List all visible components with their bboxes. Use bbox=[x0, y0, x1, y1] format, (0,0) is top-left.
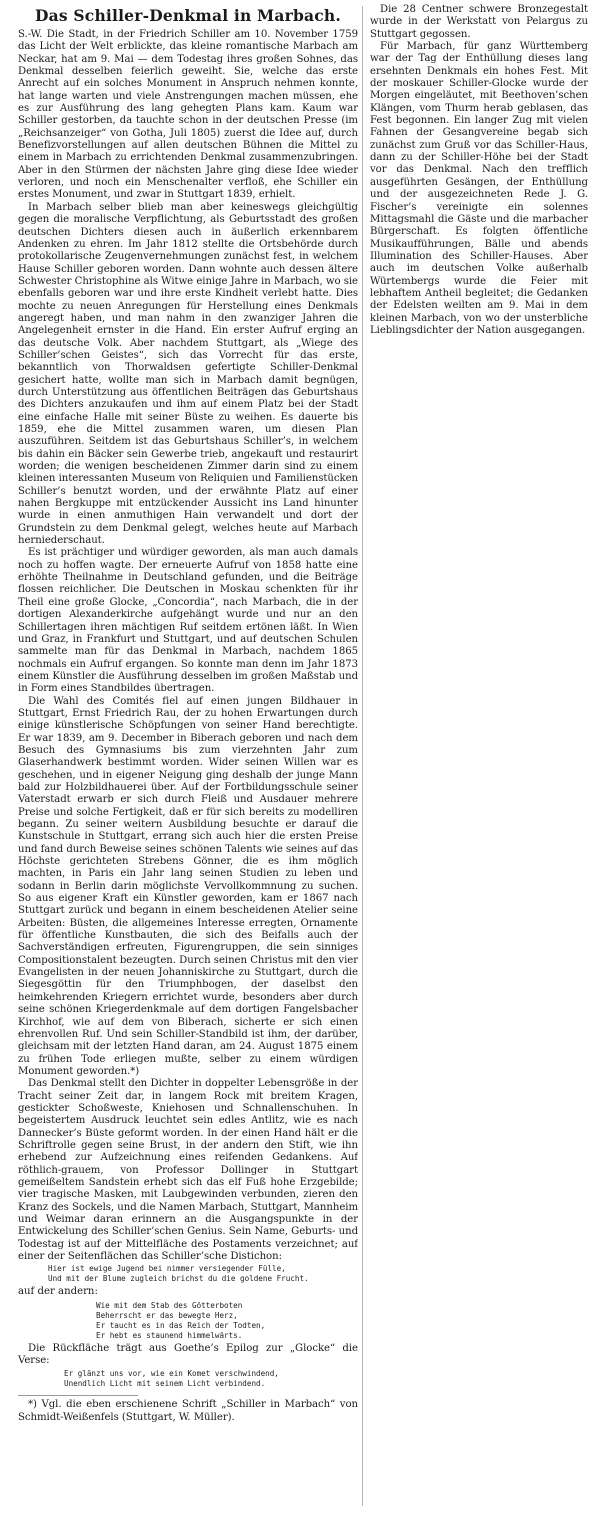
verse-line: Er glänzt uns vor, wie ein Komet verschwindend, bbox=[64, 1369, 279, 1379]
paragraph-marbach: In Marbach selber blieb man aber keineswegs gleichgültig gegen die moralische Verpflichtung, als Geburtsstadt des großen deutschen Dichters diesen auch in äußerlich erkennbarem Andenken zu ehren. Im Jahr 1812 stellte die Ortsbehörde durch protokollarische Zeugenvernehmungen zunächst fest, in welchem Hause Schiller geboren worden. Dann wohnte auch dessen ältere Schwester Christophine als Witwe einige Jahre in Marbach, wo sie ebenfalls geboren war und ihre erste Kindheit verlebt hatte. Dies mochte zu neuen Anregungen für Herstellung eines Denkmals angeregt haben, und man nahm in den zwanziger Jahren die Angelegenheit ernster in die Hand. Ein erster Aufruf erging an das deutsche Volk. Aber nachdem Stuttgart, als „Wiege des Schiller’schen Geistes“, sich das Vorrecht für das erste, bekanntlich von Thorwaldsen gefertigte Schiller-Denkmal gesichert hatte, wollte man sich in Marbach damit begnügen, durch Unterstützung aus öffentlichen Beiträgen das Geburtshaus des Dichters anzukaufen und ihm auf einem Platz bei der Stadt eine einfache Halle mit seiner Büste zu weihen. Es dauerte bis 1859, ehe die Mittel zusammen waren, um diesen Plan auszuführen. Seitdem ist das Geburtshaus Schiller’s, in welchem bis dahin ein Bäcker sein Gewerbe trieb, angekauft und restaurirt worden; die wenigen bescheidenen Zimmer darin sind zu einem kleinen interessanten Museum von Reliquien und Familienstücken Schiller’s benutzt worden, und der erwähnte Platz auf einer nahen Bergkuppe mit entzückender Aussicht ins Land hinunter wurde in einen anmuthigen Hain verwandelt und dort der Grundstein zu dem Denkmal gelegt, welches heute auf Marbach herniederschaut. bbox=[18, 201, 358, 547]
verse-line: Wie mit dem Stab des Götterboten bbox=[96, 1300, 243, 1310]
goethe-verse bbox=[18, 1369, 358, 1389]
verse-line: Beherrscht er das bewegte Herz, bbox=[96, 1310, 238, 1320]
verse-line: Er hebt es staunend himmelwärts. bbox=[96, 1330, 243, 1340]
verse-line: Und mit der Blume zugleich brichst du die goldene Frucht. bbox=[48, 1274, 309, 1284]
left-column bbox=[18, 4, 358, 1522]
right-column bbox=[370, 4, 588, 504]
paragraph-celebration: Für Marbach, für ganz Württemberg war der Tag der Enthüllung dieses lang ersehnten Denkmals ein hohes Fest. Mit der moskauer Schiller-Glocke wurde der Morgen eingeläutet, mit Beethoven’schen Klängen, vom Thurm herab geblasen, das Fest begonnen. Ein langer Zug mit vielen Fahnen der Gesangvereine begab sich zunächst zum Gruß vor das Schiller-Haus, dann zu der Schiller-Höhe bei der Stadt vor das Denkmal. Nach den trefflich ausgeführten Gesängen, der Enthüllung und der ausgezeichneten Rede J. G. Fischer’s vereinigte ein solennes Mittagsmahl die Gäste und die marbacher Bürgerschaft. Es folgten öffentliche Musikaufführungen, Bälle und abends Illumination des Schiller-Hauses. Aber auch im deutschen Volke außerhalb Würtembergs wurde die Feier mit lebhaftem Antheil begleitet; die Gedanken der Edelsten weilten am 9. Mai in dem kleinen Marbach, von wo der unsterbliche Lieblingsdichter der Nation ausgegangen. bbox=[370, 41, 588, 336]
verse-line: Unendlich Licht mit seinem Licht verbindend. bbox=[64, 1379, 266, 1389]
distich-verse bbox=[18, 1264, 358, 1284]
other-side-label: auf der andern: bbox=[18, 1286, 98, 1298]
verse-line: Hier ist ewige Jugend bei nimmer versiegender Fülle, bbox=[48, 1264, 286, 1274]
paragraph-intro: S.-W. Die Stadt, in der Friedrich Schiller am 10. November 1759 das Licht der Welt erblickte, das kleine romantische Marbach am Neckar, hat am 9. Mai — dem Todestag ihres großen Sohnes, das Denkmal desselben feierlich geweiht. Sie, welche das erste Anrecht auf ein solches Monument in Anspruch nehmen konnte, hat lange warten und viele Anstrengungen machen müssen, ehe es zur Ausführung des lang gehegten Plans kam. Kaum war Schiller gestorben, da tauchte schon in der deutschen Presse (im „Reichsanzeiger“ von Gotha, Juli 1805) zuerst die Idee auf, durch Benefizvorstellungen auf allen deutschen Bühnen die Mittel zu einem in Marbach zu errichtenden Denkmal zusammenzubringen. Aber in den Stürmen der nächsten Jahre ging diese Idee wieder verloren, und noch ein Menschenalter verfloß, ehe Schiller ein erstes Monument, und zwar in Stuttgart 1839, erhielt. bbox=[18, 29, 358, 201]
paragraph-monument: Das Denkmal stellt den Dichter in doppelter Lebensgröße in der Tracht seiner Zeit dar, in langem Rock mit breitem Kragen, gestickter Schoßweste, Kniehosen und Schnallenschuhen. In begeistertem Ausdruck leuchtet sein edles Antlitz, wie es nach Dannecker’s Büste geformt worden. In der einen Hand hält er die Schriftrolle gegen seine Brust, in der andern den Stift, wie ihn erhebend zur Aufzeichnung eines reifenden Gedankens. Auf röthlich-grauem, von Professor Dollinger in Stuttgart gemeißeltem Sandstein erhebt sich das elf Fuß hohe Erzgebilde; vier tragische Masken, mit Laubgewinden verbunden, zieren den Kranz des Sockels, und die Namen Marbach, Stuttgart, Mannheim und Weimar daran erinnern an die Ausgangspunkte in der Entwickelung des Schiller’schen Genius. Sein Name, Geburts- und Todestag ist auf der Mittelfläche des Postaments verzeichnet; auf einer der Seitenflächen das Schiller’sche Distichon: bbox=[18, 1078, 358, 1263]
paragraph-funding: Es ist prächtiger und würdiger geworden, als man auch damals noch zu hoffen wagte. Der erneuerte Aufruf von 1858 hatte eine erhöhte Theilnahme in Deutschland gefunden, und die Beiträge flossen reichlicher. Die Deutschen in Moskau schenkten für ihr Theil eine große Glocke, „Concordia“, nach Marbach, die in der dortigen Alexanderkirche aufgehängt wurde und nur an den Schillertagen ihren mächtigen Ruf seitdem ertönen läßt. In Wien und Graz, in Frankfurt und Stuttgart, und auf deutschen Schulen sammelte man für das Denkmal in Marbach, nachdem 1865 nochmals ein Aufruf ergangen. So konnte man denn im Jahr 1873 einem Künstler die Ausführung desselben im großen Maßstab und in Form eines Standbildes übertragen. bbox=[18, 547, 358, 695]
footnote: *) Vgl. die eben erschienene Schrift „Schiller in Marbach“ von Schmidt-Weißenfels (Stuttgart, W. Müller). bbox=[18, 1399, 358, 1423]
other-side-verse bbox=[18, 1301, 358, 1341]
paragraph-back: Die Rückfläche trägt aus Goethe’s Epilog zur „Glocke“ die Verse: bbox=[18, 1342, 358, 1367]
paragraph-bronze: Die 28 Centner schwere Bronzegestalt wurde in der Werkstatt von Pelargus zu Stuttgart gegossen. bbox=[370, 4, 588, 40]
footnote-divider bbox=[18, 1395, 138, 1396]
verse-line: Er taucht es in das Reich der Todten, bbox=[96, 1320, 266, 1330]
article-title: Das Schiller-Denkmal in Marbach. bbox=[35, 6, 341, 25]
paragraph-sculptor: Die Wahl des Comités fiel auf einen jungen Bildhauer in Stuttgart, Ernst Friedrich Rau, der zu hohen Erwartungen durch einige künstlerische Schöpfungen von seiner Hand berechtigte. Er war 1839, am 9. December in Biberach geboren und nach dem Besuch des Gymnasiums bis zum vierzehnten Jahr zum Glaserhandwerk bestimmt worden. Wider seinen Willen war es geschehen, und in eigener Neigung ging deshalb der junge Mann bald zur Holzbildhauerei über. Auf der Fortbildungsschule seiner Vaterstadt erwarb er sich durch Fleiß und Ausdauer mehrere Preise und solche Fertigkeit, daß er für sich bereits zu modelliren begann. Zu seiner weitern Ausbildung besuchte er darauf die Kunstschule in Stuttgart, errang sich auch hier die ersten Preise und fand durch Beweise seines schönen Talents wie seines auf das Höchste gerichteten Strebens Gönner, die es ihm möglich machten, in Paris ein Jahr lang seinen Studien zu leben und sodann in Berlin darin möglichste Vervollkommnung zu suchen. So aus eigener Kraft ein Künstler geworden, kam er 1867 nach Stuttgart zurück und begann in einem bescheidenen Atelier seine Arbeiten: Büsten, die allgemeines Interesse erregten, Ornamente für öffentliche Kunstbauten, die sich des Beifalls auch der Sachverständigen erfreuten, Figurengruppen, die sein sinniges Compositionstalent bezeugten. Durch seinen Christus mit den vier Evangelisten in der neuen Johanniskirche zu Stuttgart, durch die Siegesgöttin für den Triumphbogen, der daselbst den heimkehrenden Kriegern errichtet wurde, besonders aber durch seine schönen Kriegerdenkmale auf dem dortigen Fangelsbacher Kirchhof, wie auf dem von Biberach, sicherte er sich einen ehrenvollen Ruf. Und sein Schiller-Standbild ist ihm, der darüber, gleichsam mit der letzten Hand daran, am 24. August 1875 einem zu frühen Tode erliegen mußte, selber zu einem würdigen Monument geworden.*) bbox=[18, 695, 358, 1077]
column-divider bbox=[362, 6, 363, 1506]
